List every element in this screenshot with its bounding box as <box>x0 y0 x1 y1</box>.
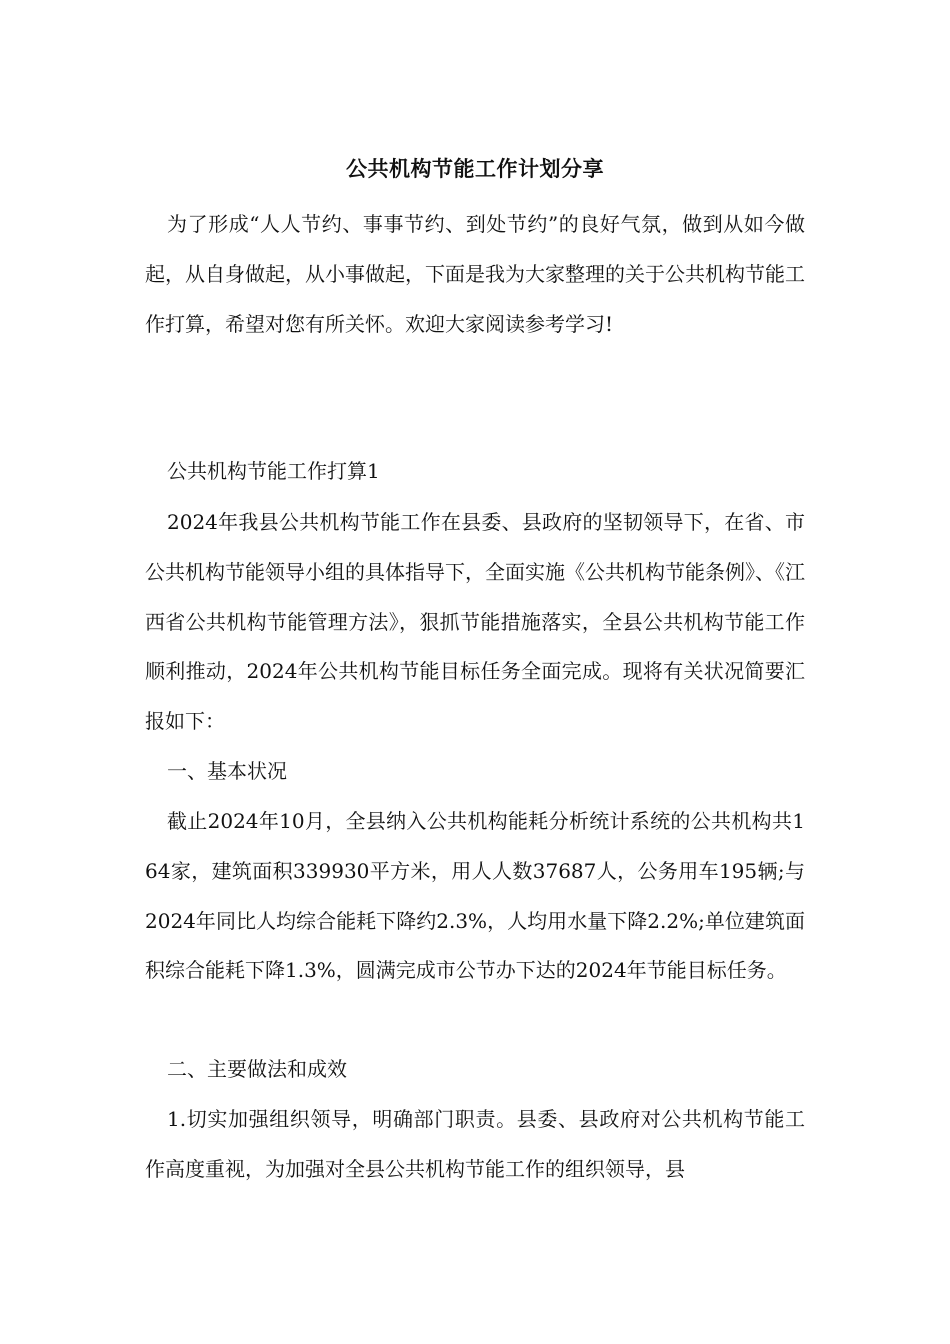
section-heading-main-measures: 二、主要做法和成效 <box>167 1057 347 1081</box>
summary-paragraph: 2024年我县公共机构节能工作在县委、县政府的坚韧领导下，在省、市公共机构节能领导小组的具体指导下，全面实施《公共机构节能条例》、《江西省公共机构节能管理方法》，狠抓节能措施落实，全县公共机构节能工作顺利推动，2024年公共机构节能目标任务全面完成。现将有关状况简要汇报如下： <box>145 510 805 734</box>
document-title: 公共机构节能工作计划分享 <box>346 156 604 181</box>
measure-1-paragraph: 1.切实加强组织领导，明确部门职责。县委、县政府对公共机构节能工作高度重视，为加强对全县公共机构节能工作的组织领导，县 <box>145 1107 805 1181</box>
intro-paragraph: 为了形成“人人节约、事事节约、到处节约”的良好气氛，做到从如今做起，从自身做起，从小事做起，下面是我为大家整理的关于公共机构节能工作打算，希望对您有所关怀。欢迎大家阅读参考学习! <box>145 212 805 336</box>
basic-situation-paragraph: 截止2024年10月，全县纳入公共机构能耗分析统计系统的公共机构共164家，建筑面积339930平方米，用人人数37687人，公务用车195辆;与2024年同比人均综合能耗下降约2.3%，人均用水量下降2.2%;单位建筑面积综合能耗下降1.3%，圆满完成市公节办下达的2024年节能目标任务。 <box>145 809 805 983</box>
section-heading-plan-1: 公共机构节能工作打算1 <box>167 459 380 483</box>
section-heading-basic-situation: 一、基本状况 <box>167 759 287 783</box>
